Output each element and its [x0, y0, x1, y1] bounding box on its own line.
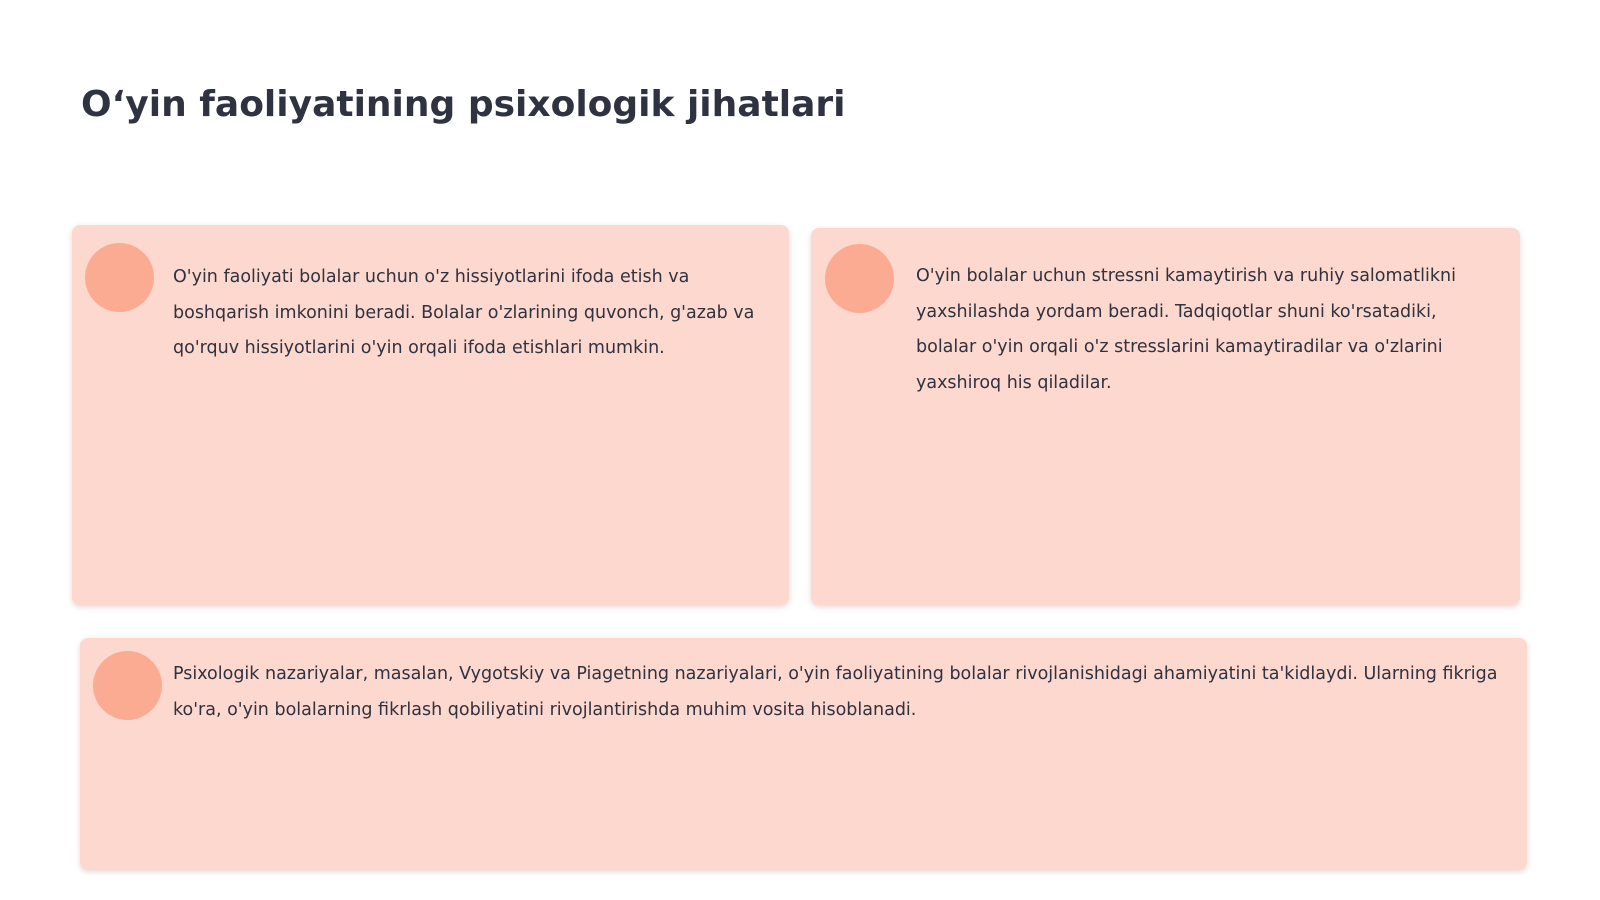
card-text: O'yin bolalar uchun stressni kamaytirish va ruhiy salomatlikni yaxshilashda yordam beradi. Tadqiqotlar shuni ko'rsatadiki, bolalar o'yin orqali o'z stresslarini kamaytiradilar va o'zlarini yaxshiroq his qiladilar.: [916, 266, 1456, 393]
content-card: [811, 228, 1520, 605]
slide-title: O‘yin faoliyatining psixologik jihatlari: [81, 84, 846, 125]
circle-bullet-icon: [93, 651, 162, 720]
circle-bullet-icon: [85, 243, 154, 312]
card-text: O'yin faoliyati bolalar uchun o'z hissiyotlarini ifoda etish va boshqarish imkonini beradi. Bolalar o'zlarining quvonch, g'azab va qo'rquv hissiyotlarini o'yin orqali ifoda etishlari mumkin.: [173, 267, 755, 358]
content-card: [72, 225, 789, 605]
content-card: [80, 638, 1527, 870]
circle-bullet-icon: [825, 244, 894, 313]
card-text: Psixologik nazariyalar, masalan, Vygotskiy va Piagetning nazariyalari, o'yin faoliyatining bolalar rivojlanishidagi ahamiyatini ta'kidlaydi. Ularning fikriga ko'ra, o'yin bolalarning fikrlash qobiliyatini rivojlantirishda muhim vosita hisoblanadi.: [173, 664, 1498, 720]
